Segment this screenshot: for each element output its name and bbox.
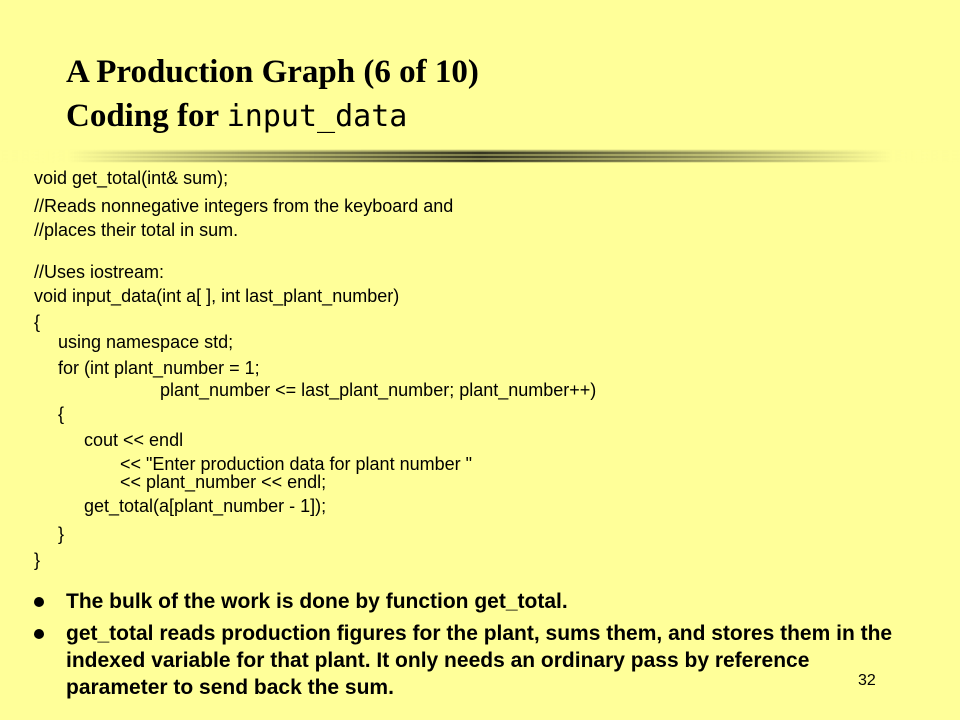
code-line: } bbox=[34, 550, 41, 570]
code-line: void get_total(int& sum); bbox=[34, 168, 229, 188]
bullet-dot-icon bbox=[34, 629, 44, 639]
code-line: { bbox=[58, 404, 65, 424]
title-line-1: A Production Graph (6 of 10) bbox=[66, 54, 479, 90]
bullet-text: get_total reads production figures for the plant, sums them, and stores them in the indexed variable for that plant. It only needs an ordinary pass by reference parameter to send back the sum. bbox=[66, 622, 893, 699]
slide-number: 32 bbox=[858, 672, 876, 689]
title-line-2-code: input_data bbox=[226, 99, 408, 134]
code-line: << "Enter production data for plant number " bbox=[120, 454, 472, 474]
code-line: //Uses iostream: bbox=[34, 262, 165, 282]
code-line: << plant_number << endl; bbox=[120, 472, 327, 492]
title-divider bbox=[0, 150, 960, 162]
title-line-2 bbox=[66, 94, 886, 139]
bullet-dot-icon bbox=[34, 597, 44, 607]
code-line: { bbox=[34, 312, 41, 332]
code-line: for (int plant_number = 1; bbox=[58, 358, 260, 378]
bullet-text: The bulk of the work is done by function get_total. bbox=[66, 590, 568, 613]
code-line: plant_number <= last_plant_number; plant_number++) bbox=[160, 380, 597, 400]
code-line: cout << endl bbox=[84, 430, 184, 450]
code-line: using namespace std; bbox=[58, 332, 234, 352]
title-line-2-prefix: Coding for bbox=[66, 98, 227, 134]
code-line: //places their total in sum. bbox=[34, 220, 239, 240]
code-line: } bbox=[58, 524, 65, 544]
code-line: //Reads nonnegative integers from the keyboard and bbox=[34, 196, 454, 216]
code-line: get_total(a[plant_number - 1]); bbox=[84, 496, 327, 516]
slide-title bbox=[66, 50, 886, 139]
code-line: void input_data(int a[ ], int last_plant_number) bbox=[34, 286, 400, 306]
